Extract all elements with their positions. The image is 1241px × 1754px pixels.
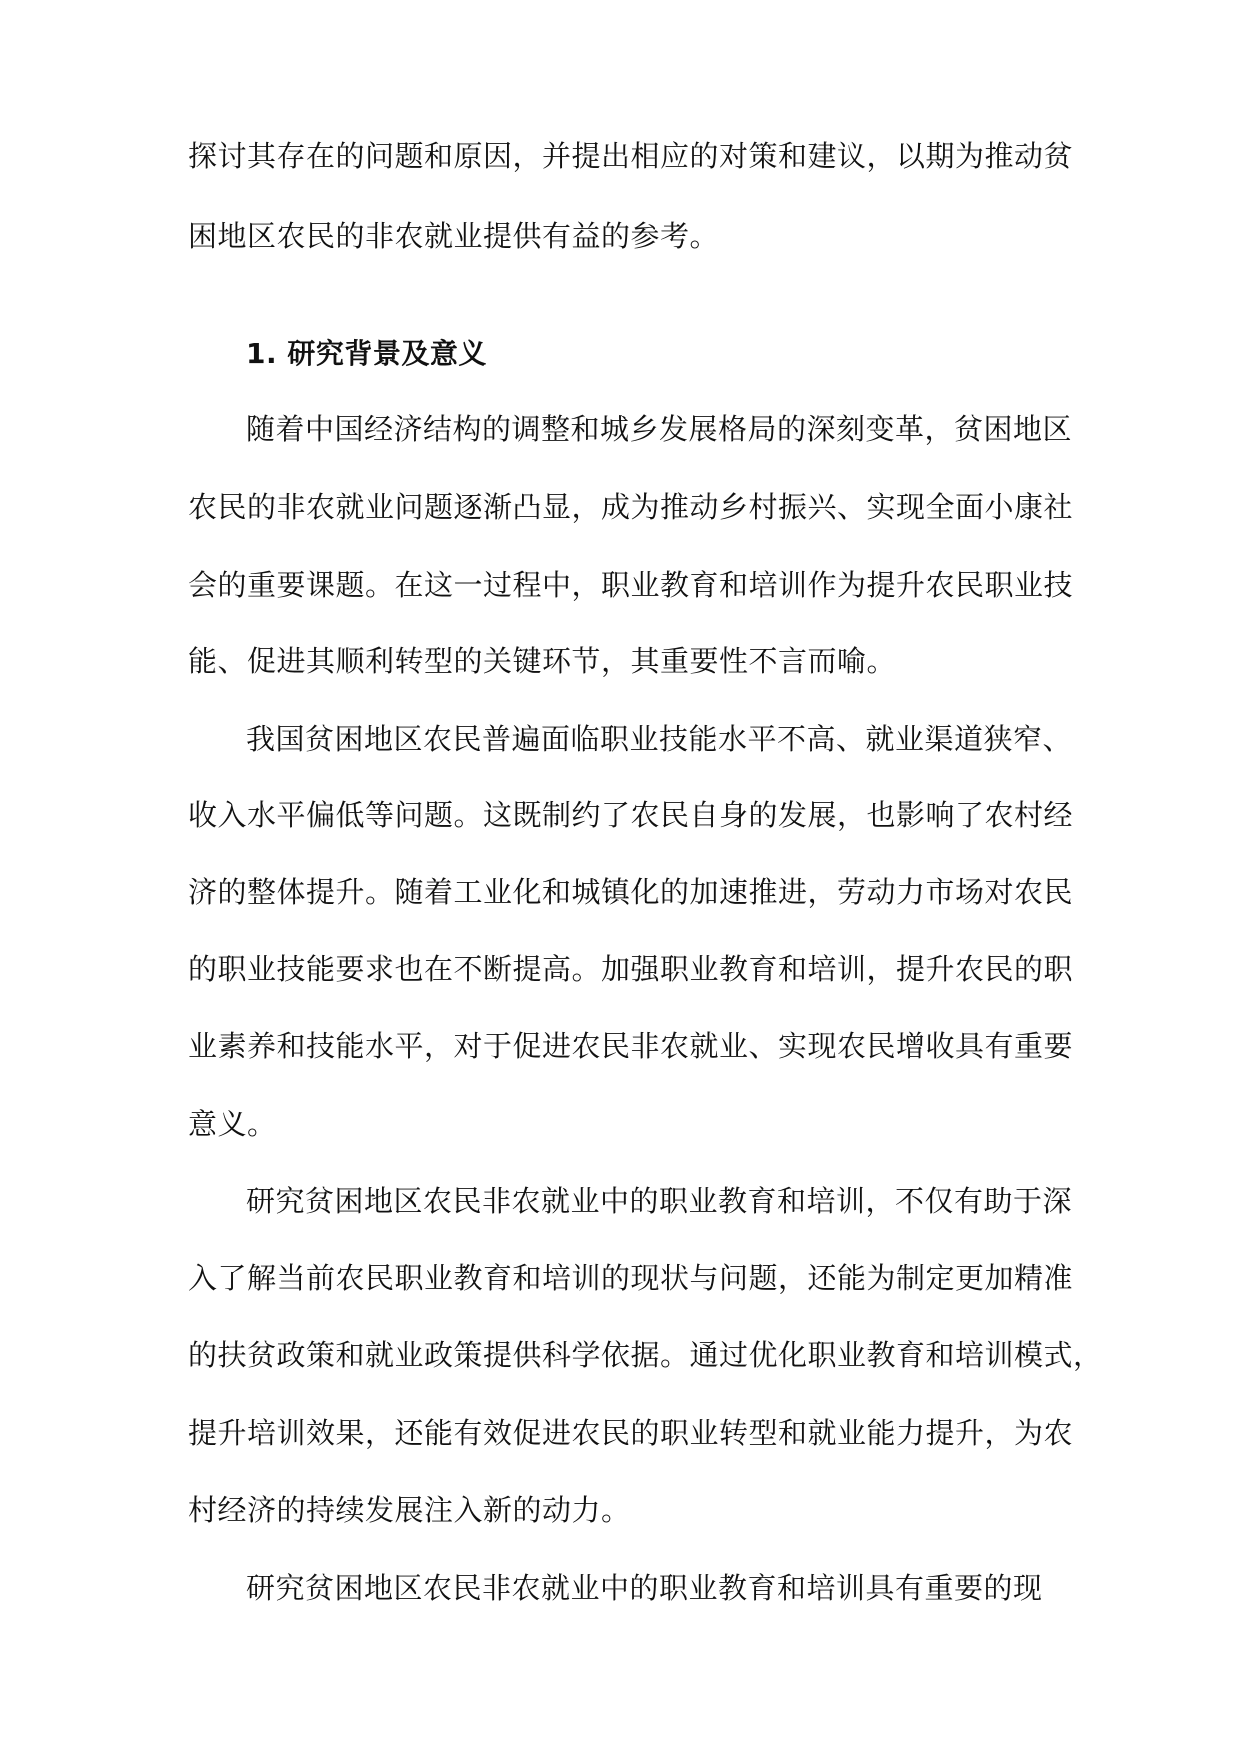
paragraph-line: 收入水平偏低等问题。这既制约了农民自身的发展，也影响了农村经	[188, 798, 1074, 832]
paragraph-line: 济的整体提升。随着工业化和城镇化的加速推进，劳动力市场对农民	[188, 875, 1074, 909]
paragraph-line: 意义。	[188, 1107, 277, 1141]
paragraph-line: 能、促进其顺利转型的关键环节，其重要性不言而喻。	[188, 644, 897, 678]
paragraph-line: 农民的非农就业问题逐渐凸显，成为推动乡村振兴、实现全面小康社	[188, 490, 1074, 524]
paragraph-line: 随着中国经济结构的调整和城乡发展格局的深刻变革，贫困地区	[246, 412, 1073, 446]
section-heading: 1. 研究背景及意义	[246, 337, 487, 370]
paragraph-line: 入了解当前农民职业教育和培训的现状与问题，还能为制定更加精准	[188, 1261, 1074, 1295]
paragraph-line: 的职业技能要求也在不断提高。加强职业教育和培训，提升农民的职	[188, 952, 1074, 986]
paragraph-line: 村经济的持续发展注入新的动力。	[188, 1493, 631, 1527]
intro-line-2: 困地区农民的非农就业提供有益的参考。	[188, 219, 720, 253]
paragraph-line: 研究贫困地区农民非农就业中的职业教育和培训，不仅有助于深	[246, 1184, 1073, 1218]
paragraph-line: 研究贫困地区农民非农就业中的职业教育和培训具有重要的现	[246, 1571, 1043, 1605]
paragraph-line: 业素养和技能水平，对于促进农民非农就业、实现农民增收具有重要	[188, 1029, 1074, 1063]
paragraph-line: 我国贫困地区农民普遍面临职业技能水平不高、就业渠道狭窄、	[246, 722, 1073, 756]
paragraph-line: 的扶贫政策和就业政策提供科学依据。通过优化职业教育和培训模式，	[188, 1338, 1103, 1372]
intro-line-1: 探讨其存在的问题和原因，并提出相应的对策和建议，以期为推动贫	[188, 139, 1074, 173]
paragraph-line: 提升培训效果，还能有效促进农民的职业转型和就业能力提升，为农	[188, 1416, 1074, 1450]
paragraph-line: 会的重要课题。在这一过程中，职业教育和培训作为提升农民职业技	[188, 568, 1074, 602]
